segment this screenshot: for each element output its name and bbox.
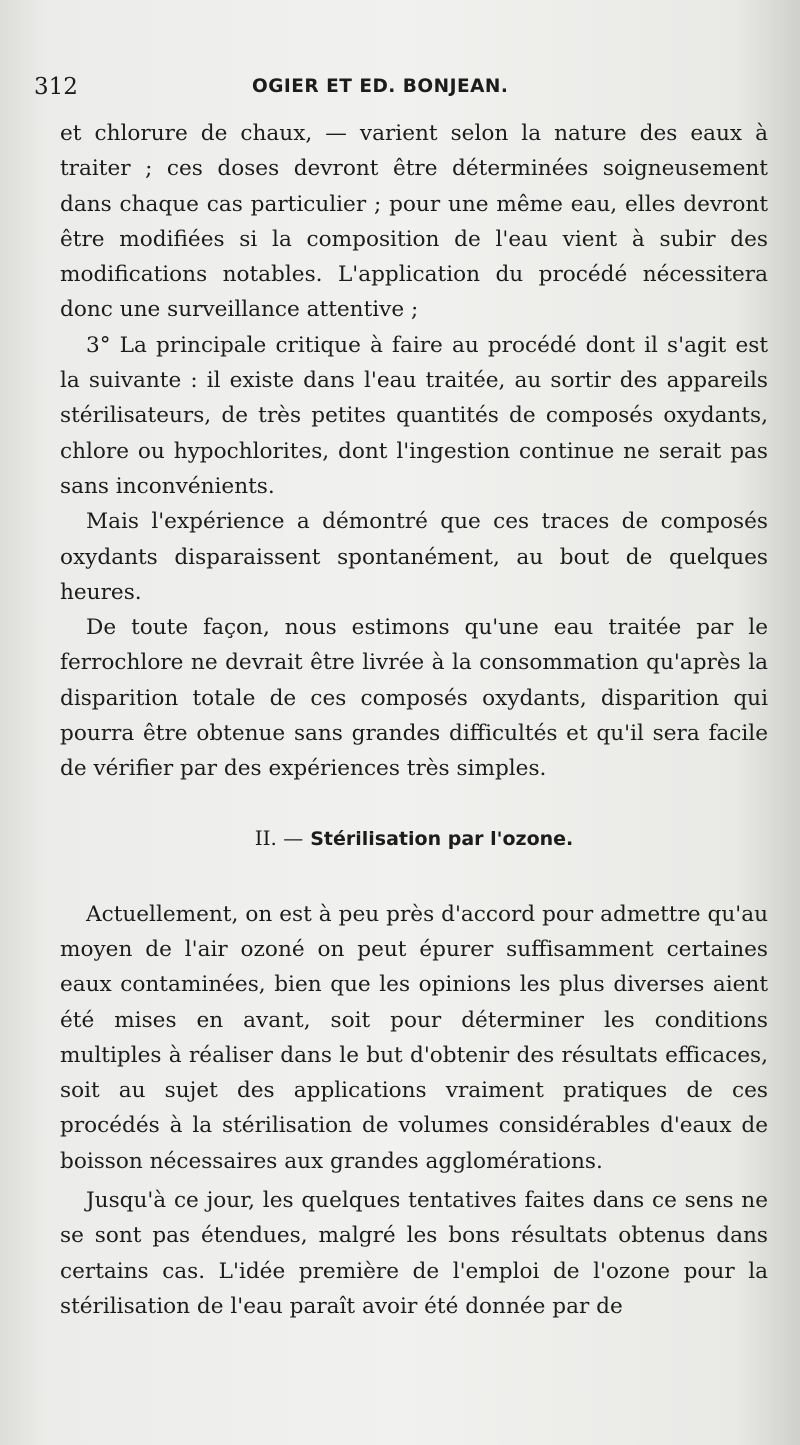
paragraph-experience: Mais l'expérience a démontré que ces traces de composés oxydants disparaissent spontanément, au bout de quelques heures. xyxy=(60,509,768,605)
section-title: Stérilisation par l'ozone. xyxy=(310,827,574,850)
body-text xyxy=(60,116,768,1324)
paragraph-continuation: et chlorure de chaux, — varient selon la nature des eaux à traiter ; ces doses devront être déterminées soigneusement dans chaque cas particulier ; pour une même eau, elles devront être modifiées si la composition de l'eau vient à subir des modifications notables. L'application du procédé nécessitera donc une surveillance attentive ; xyxy=(60,121,768,323)
paragraph-estimation: De toute façon, nous estimons qu'une eau traitée par le ferrochlore ne devrait être livrée à la consommation qu'après la disparition totale de ces composés oxydants, disparition qui pourra être obtenue sans grandes difficultés et qu'il sera facile de vérifier par des expériences très simples. xyxy=(60,615,768,782)
paragraph-ozone-history: Jusqu'à ce jour, les quelques tentatives faites dans ce sens ne se sont pas étendues, malgré les bons résultats obtenus dans certains cas. L'idée première de l'emploi de l'ozone pour la stérilisation de l'eau paraît avoir été donnée par de xyxy=(60,1188,768,1319)
section-heading xyxy=(60,787,768,897)
page-header xyxy=(34,70,760,104)
section-number: II. — xyxy=(254,825,304,850)
running-head: OGIER ET ED. BONJEAN. xyxy=(252,76,509,97)
page-number: 312 xyxy=(34,74,78,100)
paragraph-critique: 3° La principale critique à faire au procédé dont il s'agit est la suivante : il existe dans l'eau traitée, au sortir des appareils stérilisateurs, de très petites quantités de composés oxydants, chlore ou hypochlorites, dont l'ingestion continue ne serait pas sans inconvénients. xyxy=(60,332,768,499)
paragraph-ozone-intro: Actuellement, on est à peu près d'accord pour admettre qu'au moyen de l'air ozoné on peut épurer suffisamment certaines eaux contaminées, bien que les opinions les plus diverses aient été mises en avant, soit pour déterminer les conditions multiples à réaliser dans le but d'obtenir des résultats efficaces, soit au sujet des applications vraiment pratiques de ces procédés à la stérilisation de volumes considérables d'eaux de boisson nécessaires aux grandes agglomérations. xyxy=(60,901,768,1174)
